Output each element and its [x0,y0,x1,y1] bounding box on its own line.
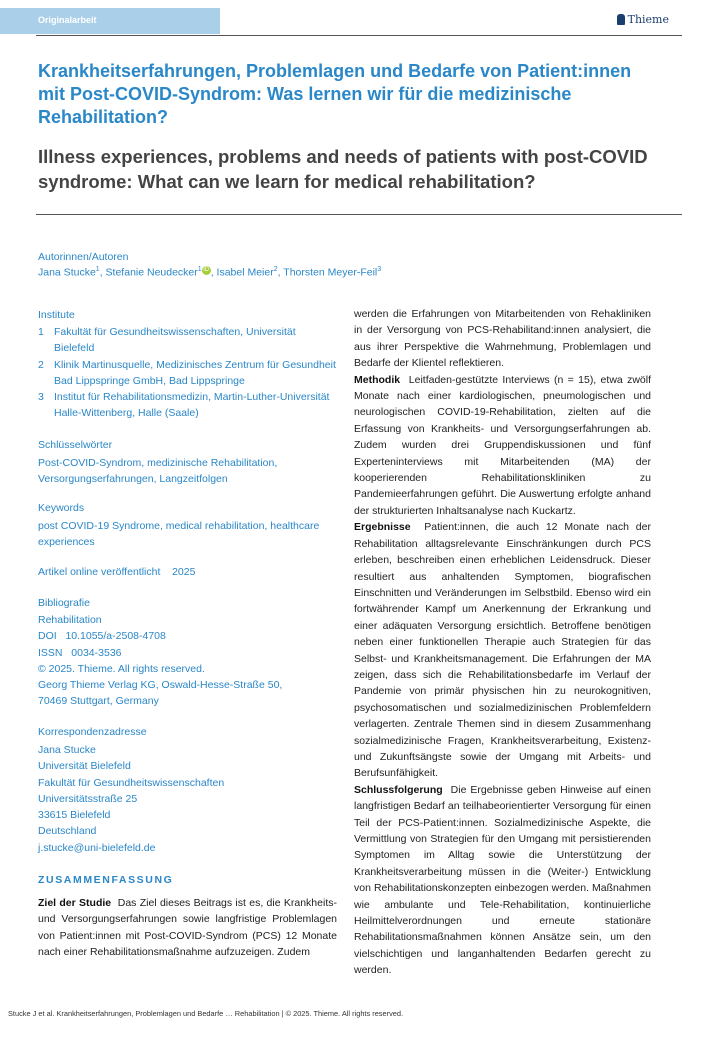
bibliography-block [38,612,338,710]
correspondence-faculty: Fakultät für Gesundheitswissenschaften [38,776,225,789]
institutes-label: Institute [38,309,75,321]
thieme-logo-text: Thieme [627,13,669,26]
keywords-de-label: Schlüsselwörter [38,439,113,451]
correspondence-street: Universitätsstraße 25 [38,792,138,805]
title-divider [36,214,682,215]
methods-label: Methodik [354,373,401,386]
summary-methods [354,372,651,520]
methods-text: Leitfaden-gestützte Interviews (n = 15), etwa zwölf Monate nach einer kardiologischen, pneumologischen und neurologischen COVID-19-Rehabilitation, zielten auf die Erfassung von Krankheits- und Versorgungserfahrungen ab. Zudem wurden drei Gruppendiskussionen und fünf Experteninterviews mit Mitarbeitenden (MA) der kooperierenden Rehabilitationskliniken zu Pandemieerfahrungen geführt. Die Auswertung erfolgte anhand der strukturierten Inhaltsanalyse nach Kuckartz. [354,373,651,517]
summary-aim-left [38,895,337,961]
conclusion-text: Die Ergebnisse geben Hinweise auf einen langfristigen Bedarf an teilhabeorientierter Versorgung für einen Teil der PCS-Patient:innen. Sozialmedizinische Aspekte, die Vermittlung von Strategien für den Umgang mit persistierenden Symptomen im Alltag sowie die Unterstützung der Krankheitsverarbeitung müssen in die (Weiter-) Entwicklung von Rehabilitationskonzepten einbezogen werden. Maßnahmen wie ambulante und Tele-Rehabilitation, kontinuierliche Heilmittelverordnungen und erneute stationäre Rehabilitationsmaßnahmen können Ansätze sein, um den vielschichtigen und langanhaltenden Bedarfen gerecht zu werden. [354,783,651,977]
conclusion-label: Schlussfolgerung [354,783,443,796]
institute-text: Fakultät für Gesundheitswissenschaften, Universität Bielefeld [54,326,296,355]
aim-label: Ziel der Studie [38,897,112,909]
correspondence-label: Korrespondenzadresse [38,726,147,738]
article-type-tag [0,8,220,34]
institutes-list [38,324,338,422]
author-affiliation: 3 [377,266,382,273]
author-name[interactable]: Stefanie Neudecker [105,266,198,279]
author-affiliation: 2 [273,266,278,273]
author-name[interactable]: Thorsten Meyer-Feil [283,266,378,279]
author-name[interactable]: Isabel Meier [216,266,274,279]
institute-item [38,389,338,422]
title-german: Krankheitserfahrungen, Problemlagen und Bedarfe von Patient:innen mit Post-COVID-Syndrom: Was lernen wir für die medizinische Rehabilitation? [38,61,632,127]
correspondence-block [38,742,338,856]
institute-number: 3 [38,391,44,404]
orcid-icon[interactable]: iD [203,267,210,273]
issn-value: 0034-3536 [71,646,122,659]
issn-label: ISSN [38,646,63,659]
authors-label: Autorinnen/Autoren [38,251,129,263]
institute-number: 2 [38,358,44,371]
aim-text-right: werden die Erfahrungen von Mitarbeitenden von Rehakliniken in der Versorgung von PCS-Rehabilitand:innen analysiert, die aus ihrer Perspektive die Wahrnehmung, Problemlagen und Bedarfe der Klientel reflektieren. [354,308,651,370]
correspondence-email[interactable]: j.stucke@uni-bielefeld.de [38,841,156,854]
institute-text: Klinik Martinusquelle, Medizinisches Zentrum für Gesundheit Bad Lippspringe GmbH, Bad Lippspringe [54,358,336,387]
thieme-logo [617,13,669,26]
author-name[interactable]: Jana Stucke [38,266,96,279]
institute-item [38,324,338,357]
results-text: Patient:innen, die auch 12 Monate nach der Rehabilitation alltagsrelevante Einschränkungen durch PCS erleben, beschreiben einen erheblichen Leidensdruck. Dieser resultiert aus anhaltenden Symptomen, biografischen Einschnitten und Veränderungen im Selbstbild. Ebenso wird ein fortwährender Kampf um Anerkennung der Erkrankung und einer adäquaten Versorgung ersichtlich. Betroffene benötigen neben einer funktionellen Therapie auch Strategien für das Selbst- und Krankheitsmanagement. Die Erfahrungen der MA zeigen, dass sich die Rehabilitationsbedarfe im Verlauf der Pandemie von primär physischen hin zu neurokognitiven, psychosomatischen und sozialmedizinischen Problemfeldern verlagerten. Zentrale Themen sind in diesem Zusammenhang sozialmedizinische Fragen, Krankheitsverarbeitung, Existenz- und Zukunftsängste sowie der Umgang mit Arbeits- und Berufsunfähigkeit. [354,521,651,780]
doi-value[interactable]: 10.1055/a-2508-4708 [65,630,166,643]
article-type-label: Originalarbeit [38,15,97,25]
summary-right-column [354,306,651,979]
correspondence-university: Universität Bielefeld [38,760,131,773]
correspondence-country: Deutschland [38,825,97,838]
author-affiliation: 1 [197,266,202,273]
issn-line [38,645,338,661]
thieme-logo-icon [617,14,625,25]
journal-name: Rehabilitation [38,614,102,626]
keywords-en-label: Keywords [38,502,85,514]
summary-conclusion [354,782,651,979]
keywords-de-text: Post-COVID-Syndrom, medizinische Rehabilitation, Versorgungserfahrungen, Langzeitfolgen [38,457,278,486]
published-year: 2025 [172,566,196,578]
doi-label: DOI [38,630,57,643]
publisher-line-2: 70469 Stuttgart, Germany [38,695,159,708]
page-footer: Stucke J et al. Krankheitserfahrungen, Problemlagen und Bedarfe … Rehabilitation | © 2025. Thieme. All rights reserved. [8,1009,404,1018]
aim-text-left: Das Ziel dieses Beitrags ist es, die Krankheits- und Versorgungserfahrungen sowie langfristige Problemlagen von Patient:innen mit Post-COVID-Syndrom (PCS) 12 Monate nach einer Rehabilitationsmaßnahme aufzuzeigen. Zudem [38,897,337,959]
summary-heading: ZUSAMMENFASSUNG [38,874,174,886]
correspondence-name: Jana Stucke [38,744,96,756]
copyright-line: © 2025. Thieme. All rights reserved. [38,662,205,675]
keywords-en-text: post COVID-19 Syndrome, medical rehabilitation, healthcare experiences [38,520,320,549]
published-line [38,564,195,580]
author-list: Jana Stucke$^1$, Stefanie Neudecker$^1$ iD , Isabel Meier$^2$, Thorsten Meyer-Feil$^3$ [38,266,382,279]
author-affiliation: 1 [95,266,100,273]
institute-number: 1 [38,326,44,338]
title-english: Illness experiences, problems and needs of patients with post-COVID syndrome: What can we learn for medical rehabilitation? [38,146,648,192]
publisher-line-1: Georg Thieme Verlag KG, Oswald-Hesse-Straße 50, [38,679,283,692]
summary-results [354,519,651,782]
results-label: Ergebnisse [354,521,411,534]
institute-item [38,357,338,390]
institute-text: Institut für Rehabilitationsmedizin, Martin-Luther-Universität Halle-Wittenberg, Halle (Saale) [54,391,330,420]
published-label: Artikel online veröffentlicht [38,566,161,578]
doi-line [38,628,338,644]
bibliography-label: Bibliografie [38,597,90,609]
correspondence-city: 33615 Bielefeld [38,809,111,822]
top-divider [36,35,682,36]
